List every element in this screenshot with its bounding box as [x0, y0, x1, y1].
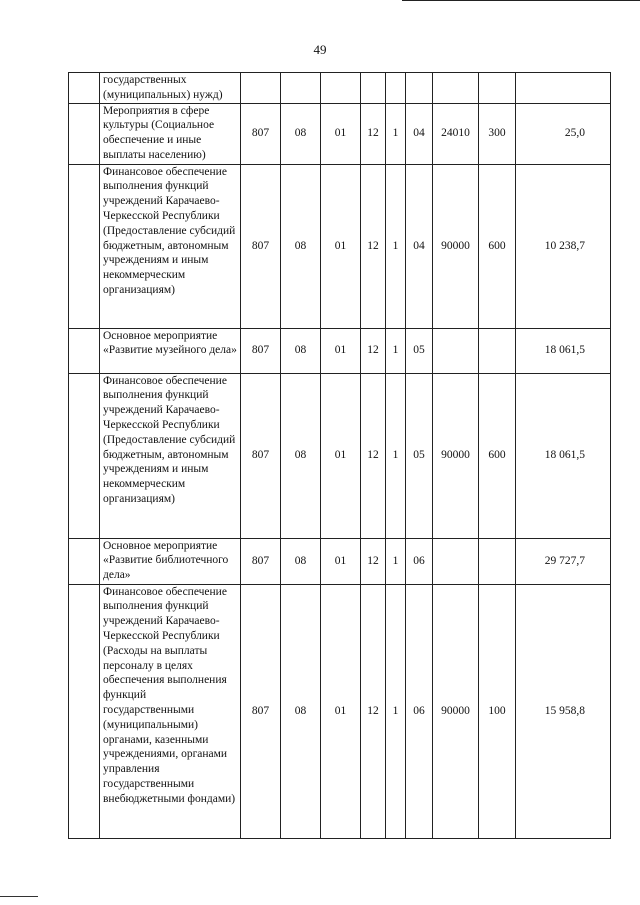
pr-code: 01: [321, 103, 361, 164]
row-number-cell: [69, 538, 100, 584]
amount: 29 727,7: [516, 538, 611, 584]
csr-subprogram: 1: [386, 164, 406, 328]
table-row: [69, 373, 611, 538]
csr-event: [406, 73, 433, 104]
gr-code: 807: [241, 538, 281, 584]
pr-code: [321, 73, 361, 104]
amount: 15 958,8: [516, 584, 611, 838]
vr-code: 100: [479, 584, 516, 838]
item-name: Основное мероприятие «Развитие музейного дела»: [100, 328, 241, 373]
csr-program: 12: [361, 103, 386, 164]
vr-code: [479, 328, 516, 373]
top-rule: [402, 0, 640, 1]
vr-code: [479, 73, 516, 104]
gr-code: 807: [241, 584, 281, 838]
rz-code: 08: [281, 328, 321, 373]
item-name: государственных (муниципальных) нужд): [100, 73, 241, 104]
csr-program: 12: [361, 328, 386, 373]
rz-code: [281, 73, 321, 104]
csr-program: 12: [361, 373, 386, 538]
rz-code: 08: [281, 538, 321, 584]
amount: [516, 73, 611, 104]
csr-program: 12: [361, 584, 386, 838]
table-row: [69, 164, 611, 328]
vr-code: [479, 538, 516, 584]
csr-subprogram: 1: [386, 328, 406, 373]
pr-code: 01: [321, 373, 361, 538]
item-name: Основное мероприятие «Развитие библиотечного дела»: [100, 538, 241, 584]
csr-direction: 24010: [433, 103, 479, 164]
gr-code: [241, 73, 281, 104]
csr-program: 12: [361, 164, 386, 328]
pr-code: 01: [321, 538, 361, 584]
table-row: [69, 328, 611, 373]
csr-event: 04: [406, 164, 433, 328]
csr-subprogram: 1: [386, 103, 406, 164]
csr-program: [361, 73, 386, 104]
amount: 10 238,7: [516, 164, 611, 328]
rz-code: 08: [281, 584, 321, 838]
gr-code: 807: [241, 103, 281, 164]
item-name: Мероприятия в сфере культуры (Социальное обеспечение и иные выплаты населению): [100, 103, 241, 164]
csr-direction: [433, 328, 479, 373]
amount: 18 061,5: [516, 328, 611, 373]
gr-code: 807: [241, 164, 281, 328]
item-name: Финансовое обеспечение выполнения функций учреждений Карачаево-Черкесской Республики (Предоставление субсидий бюджетным, автономным учреждениям и иным некоммерческим организациям): [100, 164, 241, 328]
row-number-cell: [69, 103, 100, 164]
csr-subprogram: [386, 73, 406, 104]
csr-direction: [433, 538, 479, 584]
item-name: Финансовое обеспечение выполнения функций учреждений Карачаево-Черкесской Республики (Расходы на выплаты персоналу в целях обеспечения выполнения функций государственными (муниципальными) органами, казенными учреждениями, органами управления государственными внебюджетными фондами): [100, 584, 241, 838]
item-name: Финансовое обеспечение выполнения функций учреждений Карачаево-Черкесской Республики (Предоставление субсидий бюджетным, автономным учреждениям и иным некоммерческим организациям): [100, 373, 241, 538]
table-row: [69, 584, 611, 838]
csr-program: 12: [361, 538, 386, 584]
rz-code: 08: [281, 164, 321, 328]
gr-code: 807: [241, 373, 281, 538]
table-row: [69, 73, 611, 104]
row-number-cell: [69, 373, 100, 538]
csr-event: 05: [406, 328, 433, 373]
pr-code: 01: [321, 164, 361, 328]
vr-code: 600: [479, 164, 516, 328]
row-number-cell: [69, 164, 100, 328]
row-number-cell: [69, 328, 100, 373]
page-number: 49: [313, 42, 327, 57]
pr-code: 01: [321, 328, 361, 373]
amount: 25,0: [516, 103, 611, 164]
csr-event: 04: [406, 103, 433, 164]
table-row: [69, 103, 611, 164]
vr-code: 300: [479, 103, 516, 164]
rz-code: 08: [281, 103, 321, 164]
vr-code: 600: [479, 373, 516, 538]
csr-direction: [433, 73, 479, 104]
pr-code: 01: [321, 584, 361, 838]
budget-table: [68, 72, 611, 839]
csr-subprogram: 1: [386, 538, 406, 584]
csr-event: 06: [406, 584, 433, 838]
rz-code: 08: [281, 373, 321, 538]
bottom-mark: [0, 896, 38, 897]
row-number-cell: [69, 584, 100, 838]
csr-direction: 90000: [433, 584, 479, 838]
csr-direction: 90000: [433, 373, 479, 538]
csr-event: 05: [406, 373, 433, 538]
csr-event: 06: [406, 538, 433, 584]
csr-subprogram: 1: [386, 373, 406, 538]
gr-code: 807: [241, 328, 281, 373]
row-number-cell: [69, 73, 100, 104]
table-row: [69, 538, 611, 584]
csr-subprogram: 1: [386, 584, 406, 838]
csr-direction: 90000: [433, 164, 479, 328]
amount: 18 061,5: [516, 373, 611, 538]
